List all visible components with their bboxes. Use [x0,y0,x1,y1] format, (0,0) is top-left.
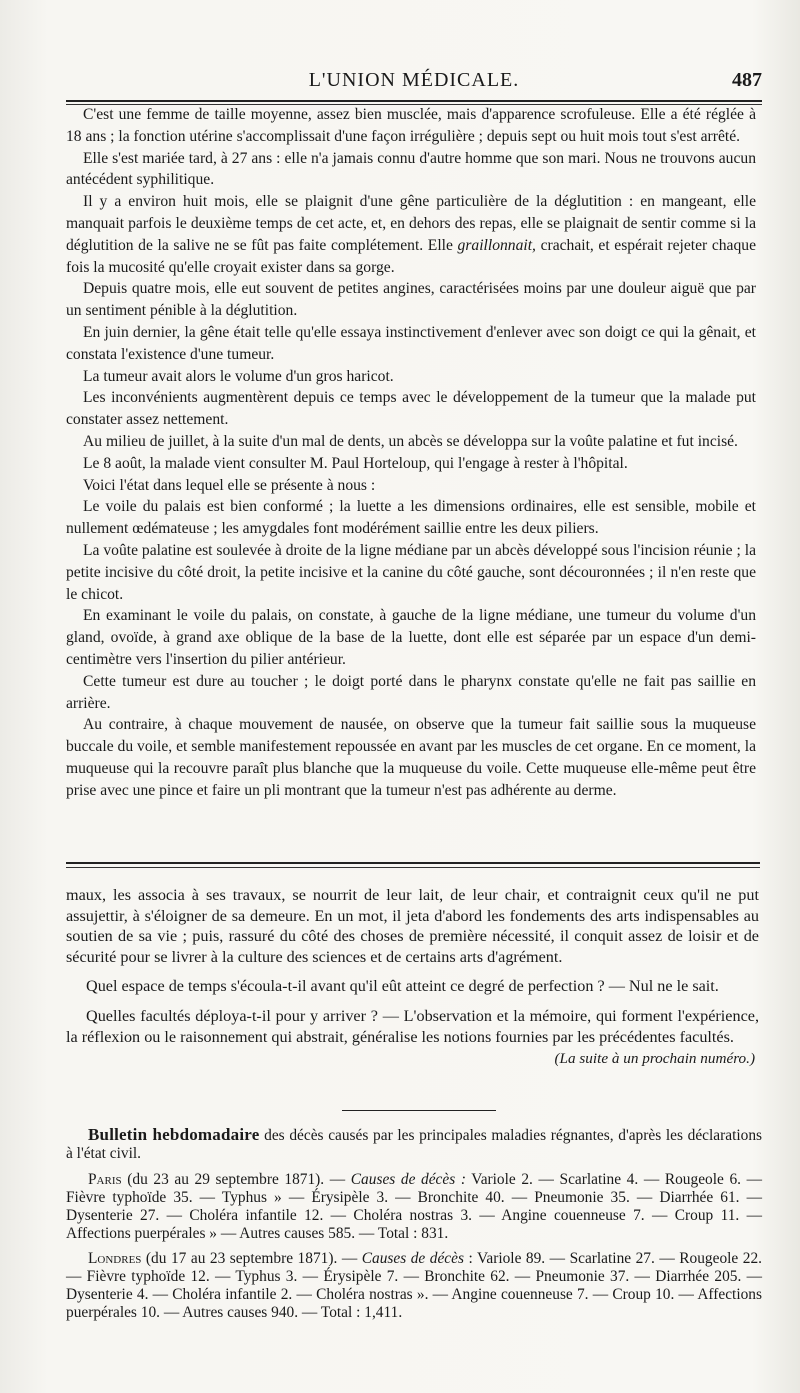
causes-label: Causes de décès : [350,1170,466,1188]
paragraph: maux, les associa à ses travaux, se nourrit de leur lait, de leur chair, et contraignit ceux qu'il ne put assujettir, à s'éloigner de sa demeure. En un mot, il jeta d'abord les fondements des arts indispensables au soutien de sa vie ; puis, rassuré du côté des choses de première nécessité, il conquit assez de loisir et de sécurité pour se livrer à la culture des sciences et de certains arts d'agrément. [66,886,759,966]
report-text: Variole 2. — Scarlatine 4. — Rougeole 6. — Fièvre typhoïde 35. — Typhus » — Érysipèle 3. — Bronchite 40. — Pneumonie 35. — Diarrhée 61. — Dysenterie 27. — Choléra infantile 12. — Choléra nostras 3. — Angine couenneuse 7. — Croup 11. — Affections puerpérales » — Autres causes 585. — Total : 831. [66,1170,762,1242]
paragraph: Les inconvénients augmentèrent depuis ce temps avec le développement de la tumeur que la malade put constater assez nettement. [66,389,756,429]
report-text: : Variole 89. — Scarlatine 27. — Rougeole 22. — Fièvre typhoïde 12. — Typhus 3. — Érysipèle 7. — Bronchite 62. — Pneumonie 37. — Diarrhée 205. — Dysenterie 4. — Choléra infantile 2. — Choléra nostras ». — Angine couenneuse 7. — Croup 10. — Affections puerpérales 10. — Autres causes 940. — Total : 1,411. [66,1250,762,1322]
paragraph: En examinant le voile du palais, on constate, à gauche de la ligne médiane, une tumeur du volume d'un gland, ovoïde, à grand axe oblique de la base de la luette, dont elle est séparée par un espace d'un demi-centimètre vers l'insertion du pilier antérieur. [66,607,756,668]
paragraph: En juin dernier, la gêne était telle qu'elle essaya instinctivement d'enlever avec son doigt ce qui la gênait, et constata l'existence d'une tumeur. [66,323,756,363]
paragraph: Quel espace de temps s'écoula-t-il avant qu'il eût atteint ce degré de perfection ? — Nul ne le sait. [86,977,719,996]
running-header [66,62,762,98]
paragraph: Elle s'est mariée tard, à 27 ans : elle n'a jamais connu d'autre homme que son mari. Nous ne trouvons aucun antécédent syphilitique. [66,149,756,189]
case-observation [66,104,756,802]
paragraph [66,191,756,278]
feuilleton-rule [66,862,760,864]
paragraph: Quelles facultés déploya-t-il pour y arriver ? — L'observation et la mémoire, qui forment l'expérience, la réflexion ou le raisonnement qui abstrait, généralise les notions fournies par les précédentes facultés. [66,1006,759,1046]
header-rule [66,100,762,102]
report-dates: (du 23 au 29 septembre 1871). — [121,1170,351,1188]
feuilleton-rule-thin [66,867,760,868]
londres-report [66,1250,762,1322]
report-dates: (du 17 au 23 septembre 1871). — [141,1250,362,1268]
paragraph: Le voile du palais est bien conformé ; la luette a les dimensions ordinaires, elle est sensible, mobile et nullement œdémateuse ; les amygdales font modérément saillie entre les deux piliers. [66,498,756,538]
city-name: Londres [88,1250,142,1268]
paragraph: C'est une femme de taille moyenne, assez bien musclée, mais d'apparence scrofuleuse. Elle a été réglée à 18 ans ; la fonction utérine s'accomplissait d'une façon irrégulière ; depuis sept ou huit mois tout s'est arrêté. [66,106,756,145]
page-number: 487 [732,68,762,91]
paragraph: Depuis quatre mois, elle eut souvent de petites angines, caractérisées moins par une douleur aiguë que par un sentiment pénible à la déglutition. [66,280,756,320]
bulletin-title: Bulletin hebdomadaire [88,1125,260,1144]
weekly-bulletin [66,1126,762,1322]
paris-report [66,1171,762,1243]
paragraph: Voici l'état dans lequel elle se présente à nous : [83,476,376,494]
causes-label: Causes de décès [361,1250,464,1268]
paragraph: Le 8 août, la malade vient consulter M. Paul Horteloup, qui l'engage à rester à l'hôpital. [83,454,628,472]
paragraph: Cette tumeur est dure au toucher ; le doigt porté dans le pharynx constate qu'elle ne fait pas saillie en arrière. [66,672,756,712]
continuation-note: (La suite à un prochain numéro.) [554,1050,755,1068]
city-name: Paris [88,1170,122,1188]
section-divider [342,1110,496,1111]
italic-term: graillonnait, [457,236,536,254]
paragraph: Au milieu de juillet, à la suite d'un mal de dents, un abcès se développa sur la voûte palatine et fut incisé. [83,432,738,450]
paragraph-text: crachait, et espérait rejeter chaque fois la mucosité qu'elle croyait exister dans sa gorge. [66,236,756,276]
bulletin-intro-text: des décès causés par les principales maladies régnantes, d'après les déclarations à l'état civil. [66,1127,762,1162]
bulletin-intro [66,1126,762,1163]
feuilleton [66,885,759,1070]
journal-title: L'UNION MÉDICALE. [308,68,520,91]
paragraph: La voûte palatine est soulevée à droite de la ligne médiane par un abcès développé sous l'incision réunie ; la petite incisive du côté droit, la petite incisive et la canine du côté gauche, sont découronnées ; il n'en reste que le chicot. [66,541,756,603]
paragraph: La tumeur avait alors le volume d'un gros haricot. [83,367,394,385]
paragraph: Au contraire, à chaque mouvement de nausée, on observe que la tumeur fait saillie sous la muqueuse buccale du voile, et semble manifestement repoussée en avant par les muscles de cet organe. En ce moment, la muqueuse qui la recouvre paraît plus blanche que la muqueuse du voile. Cette muqueuse elle-même peut être prise avec une pince et faire un pli montrant que la tumeur n'est pas adhérente au derme. [66,716,756,799]
paragraph-text: Il y a environ huit mois, elle se plaignit d'une gêne particulière de la déglutition : en mangeant, elle manquait parfois le deuxième temps de cet acte, et, en dehors des repas, elle se plaignait de sentir comme si la déglutition de la salive ne se fût pas faite complétement. Elle [66,193,756,254]
